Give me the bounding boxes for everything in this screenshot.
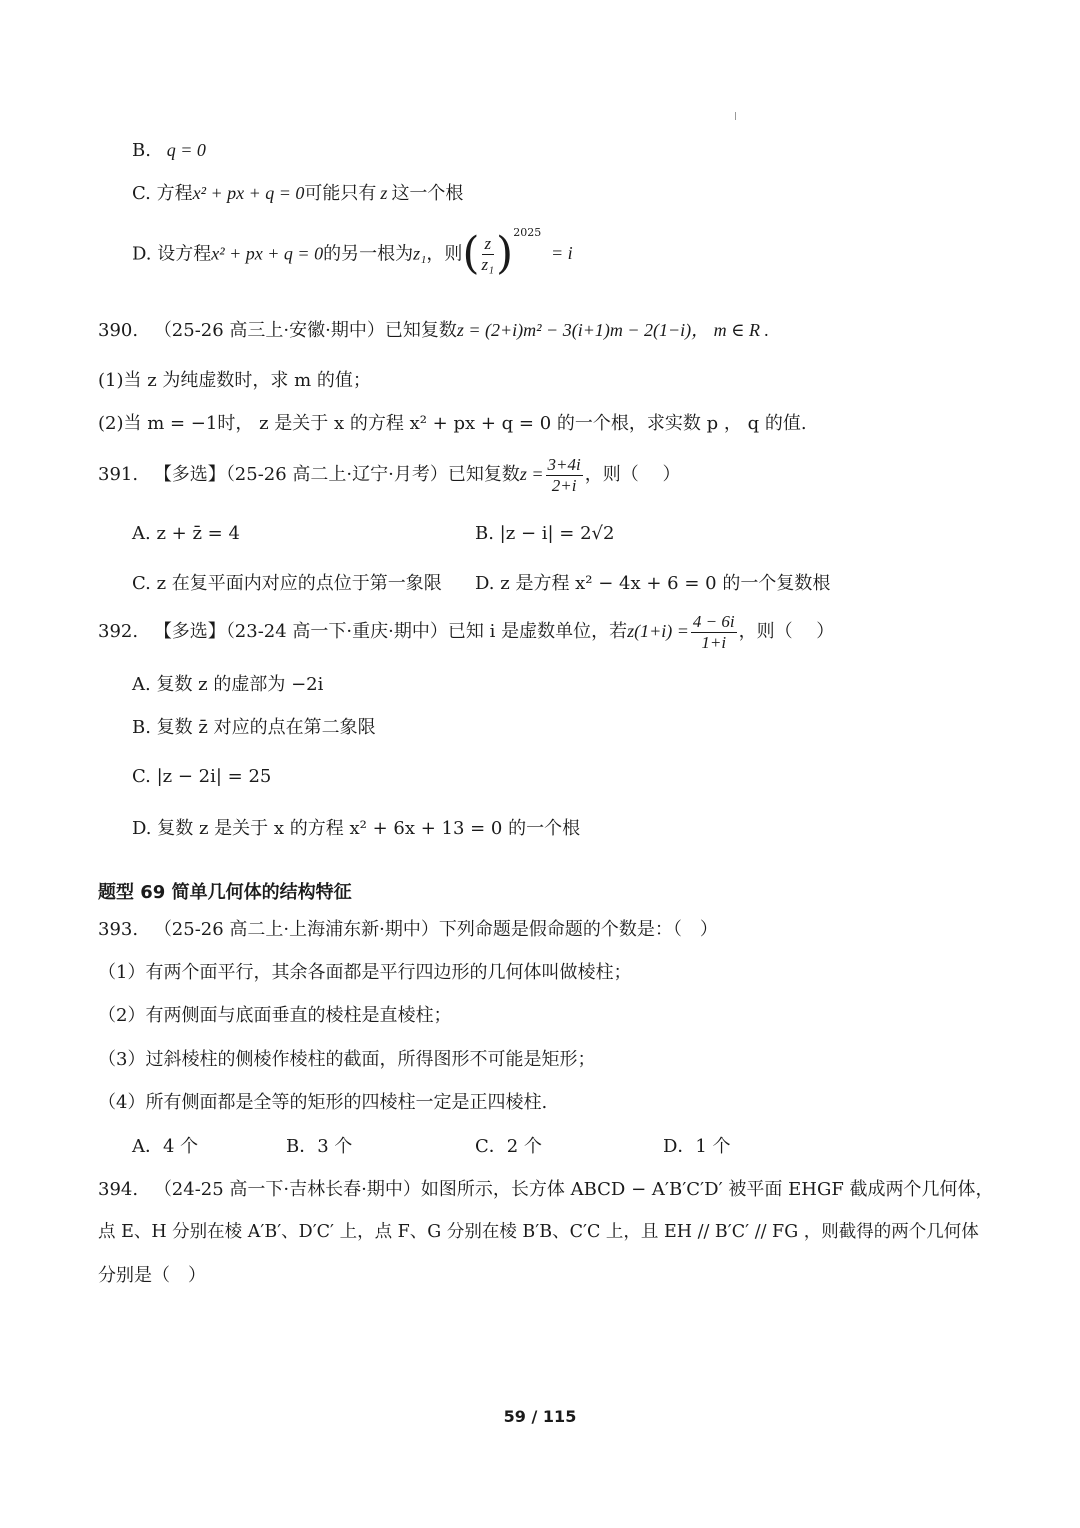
question-394: 394. （24-25 高一下·吉林长春·期中）如图所示，长方体 ABCD − A′B′C′D′ 被平面 EHGF 截成两个几何体， xyxy=(98,1179,994,1200)
option-392-d: D. 复数 z 是关于 x 的方程 x² + 6x + 13 = 0 的一个根 xyxy=(132,818,581,839)
question-390: 390. （25-26 高三上·安徽·期中）已知复数z = (2+i)m² − 3(i+1)m − 2(1−i)， m ∈ R . xyxy=(98,320,769,341)
fraction-392: $\frac{4 - 6i}{1+i}$ xyxy=(692,612,735,652)
question-390-part2: (2)当 m = −1时， z 是关于 x 的方程 x² + px + q = 0 的一个根，求实数 p ， q 的值. xyxy=(98,413,807,434)
option-393-d: D．1 个 xyxy=(663,1136,731,1157)
option-c-top: C. 方程x² + px + q = 0可能只有 z 这一个根 xyxy=(132,183,464,204)
statement-393-3: （3）过斜棱柱的侧棱作棱柱的截面，所得图形不可能是矩形； xyxy=(98,1049,596,1070)
question-394-line2: 点 E、H 分别在棱 A′B′、D′C′ 上，点 F、G 分别在棱 B′B、C′C 上，且 EH // B′C′ // FG ，则截得的两个几何体 xyxy=(98,1222,979,1242)
option-391-a: A. z + z̄ = 4 xyxy=(132,523,240,544)
question-393: 393. （25-26 高二上·上海浦东新·期中）下列命题是假命题的个数是：（ ） xyxy=(98,919,718,940)
page-number: 59 / 115 xyxy=(503,1407,577,1426)
question-391: 391. 【多选】（25-26 高二上·辽宁·月考）已知复数z = $\frac{3+4i}{2+i}$ ，则（ ） xyxy=(98,455,681,495)
section-heading: 题型 69 简单几何体的结构特征 xyxy=(98,882,352,903)
option-391-c: C. z 在复平面内对应的点位于第一象限 xyxy=(132,573,442,594)
option-391-d: D. z 是方程 x² − 4x + 6 = 0 的一个复数根 xyxy=(475,573,831,594)
question-390-part1: (1)当 z 为纯虚数时，求 m 的值； xyxy=(98,370,371,391)
statement-393-2: （2）有两侧面与底面垂直的棱柱是直棱柱； xyxy=(98,1005,452,1026)
fraction-391: $\frac{3+4i}{2+i}$ xyxy=(547,455,581,495)
statement-393-4: （4）所有侧面都是全等的矩形的四棱柱一定是正四棱柱. xyxy=(98,1092,548,1113)
page-mark xyxy=(735,112,736,120)
option-d-top: D. 设方程x² + px + q = 0的另一根为z₁，则( $\frac{z}{\text{z₁}}$ )$^{2025}$ = i xyxy=(132,226,573,279)
option-392-a: A. 复数 z 的虚部为 −2i xyxy=(132,674,324,695)
fraction-z-over-z1: $\frac{z}{\text{z₁}}$ xyxy=(481,234,495,274)
option-392-c: C. |z − 2i| = 25 xyxy=(132,766,272,787)
option-b-top: B. q = 0 xyxy=(132,140,206,161)
option-393-a: A．4 个 xyxy=(132,1136,199,1157)
option-393-c: C．2 个 xyxy=(475,1136,542,1157)
option-393-b: B．3 个 xyxy=(286,1136,353,1157)
question-394-line3: 分别是（ ） xyxy=(98,1265,206,1286)
option-392-b: B. 复数 z̄ 对应的点在第二象限 xyxy=(132,717,376,738)
question-392: 392. 【多选】（23-24 高一下·重庆·期中）已知 i 是虚数单位，若z(1+i) = $\frac{4 - 6i}{1+i}$ ，则（ ） xyxy=(98,612,835,652)
statement-393-1: （1）有两个面平行，其余各面都是平行四边形的几何体叫做棱柱； xyxy=(98,962,632,983)
option-391-b: B. |z − i| = 2√2 xyxy=(475,523,615,544)
